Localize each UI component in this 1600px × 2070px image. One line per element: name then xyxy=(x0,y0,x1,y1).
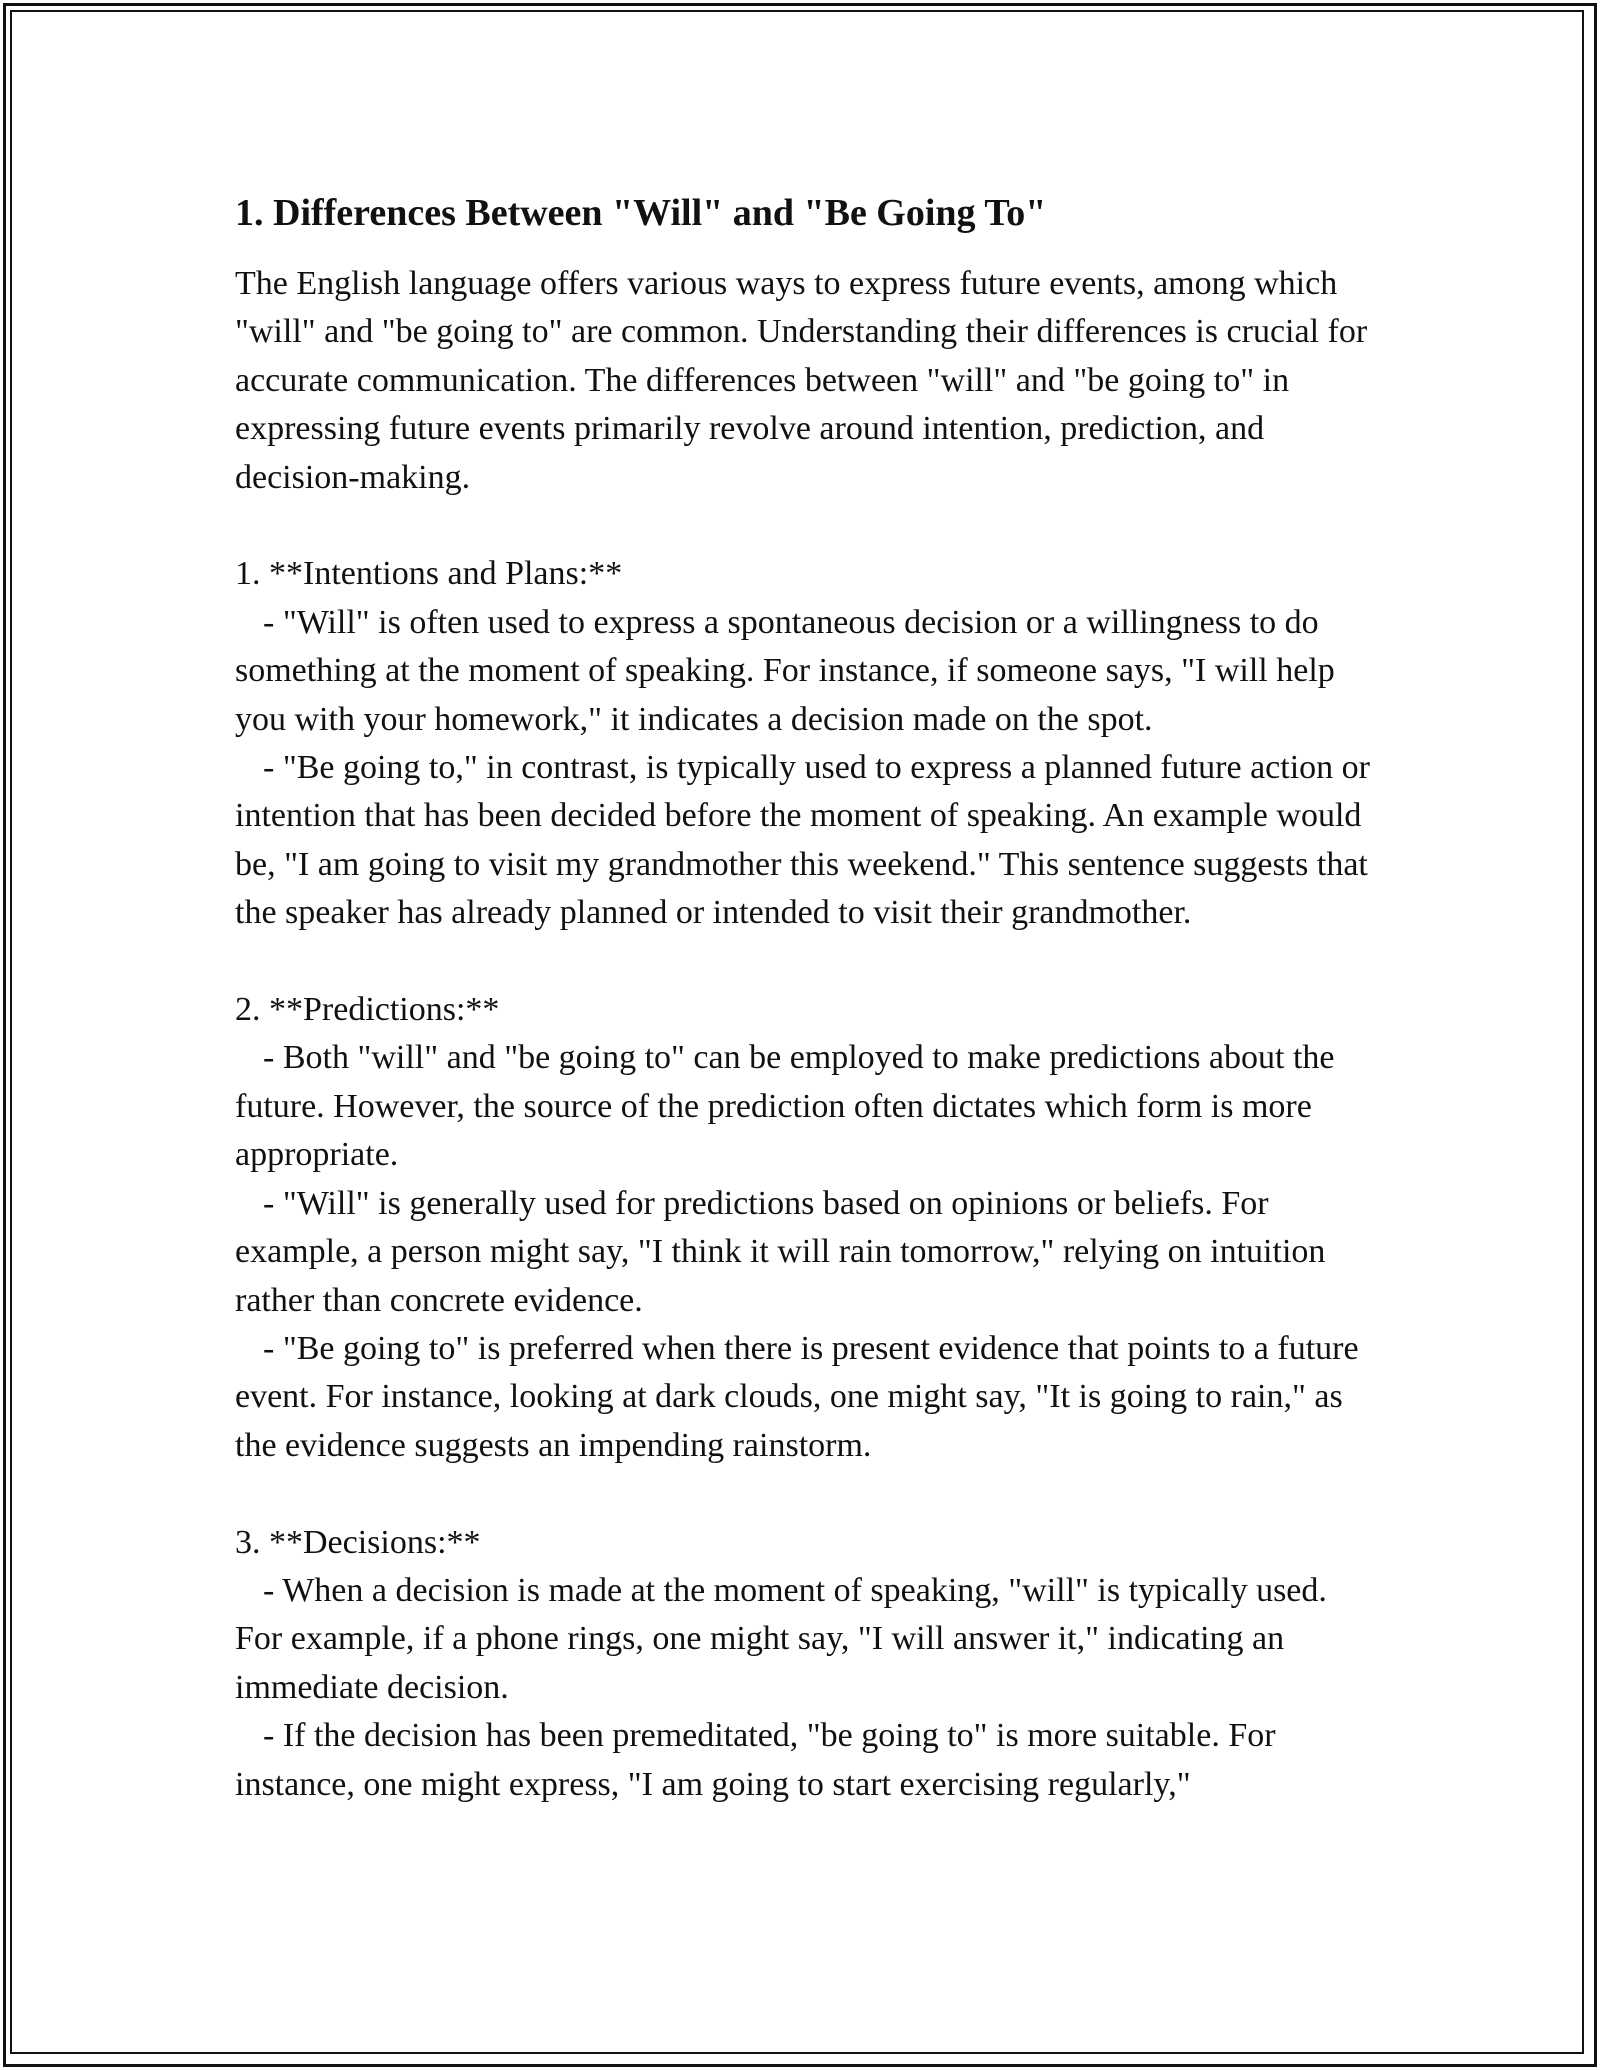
bullet-item: - "Will" is often used to express a spontaneous decision or a willingness to do something at the moment of speaking. For instance, if someone says, "I will help you with your homework," it indicates a decision made on the spot. xyxy=(235,603,1335,738)
bullet-item: - "Be going to" is preferred when there is present evidence that points to a future event. For instance, looking at dark clouds, one might say, "It is going to rain," as the evidence suggests an impending rainstorm. xyxy=(235,1329,1359,1464)
bullet-item: - When a decision is made at the moment of speaking, "will" is typically used. For example, if a phone rings, one might say, "I will answer it," indicating an immediate decision. xyxy=(235,1571,1327,1706)
section-heading: 2. **Predictions:** xyxy=(235,991,500,1029)
section-heading: 1. **Intentions and Plans:** xyxy=(235,555,623,593)
document-title: 1. Differences Between "Will" and "Be Going To" xyxy=(235,192,1047,234)
bullet-item: - Both "will" and "be going to" can be employed to make predictions about the future. However, the source of the prediction often dictates which form is more appropriate. xyxy=(235,1039,1335,1174)
section-intentions-and-plans xyxy=(235,550,1370,937)
section-predictions xyxy=(235,986,1370,1470)
bullet-item: - "Will" is generally used for predictions based on opinions or beliefs. For example, a person might say, "I think it will rain tomorrow," relying on intuition rather than concrete evidence. xyxy=(235,1184,1326,1319)
section-decisions xyxy=(235,1519,1370,1809)
section-heading: 3. **Decisions:** xyxy=(235,1523,481,1561)
intro-paragraph: The English language offers various ways to express future events, among which "will" and "be going to" are common. Understanding their differences is crucial for accurate communication. The differences between "will" and "be going to" in expressing future events primarily revolve around intention, prediction, and decision-making. xyxy=(235,265,1376,496)
document-body xyxy=(235,188,1376,1809)
bullet-item: - "Be going to," in contrast, is typically used to express a planned future action or intention that has been decided before the moment of speaking. An example would be, "I am going to visit my grandmother this weekend." This sentence suggests that the speaker has already planned or intended to visit their grandmother. xyxy=(235,749,1370,932)
bullet-item: - If the decision has been premeditated, "be going to" is more suitable. For instance, one might express, "I am going to start exercising regularly," xyxy=(235,1717,1276,1803)
